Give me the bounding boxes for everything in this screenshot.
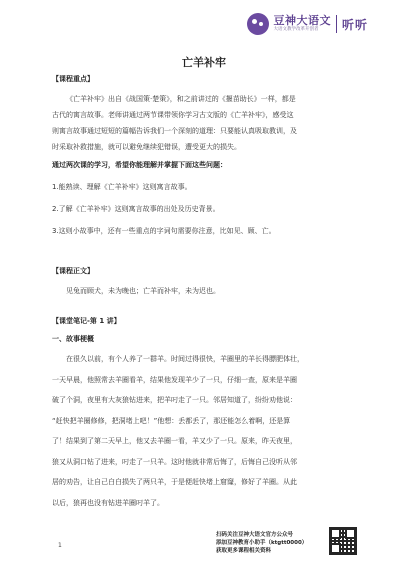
question-item: 2.了解《亡羊补牢》这则寓言故事的出处及历史背景。 bbox=[52, 205, 220, 213]
story-line: 以后，狼再也没有钻进羊圈叼羊了。 bbox=[52, 498, 164, 507]
brand-name: 豆神大语文 bbox=[273, 14, 331, 28]
page-number: 1 bbox=[58, 542, 62, 549]
story-line: 一天早晨，他照常去羊圈看羊，结果他发现羊少了一只，仔细一查，原来是羊圈 bbox=[52, 375, 297, 384]
focus-section bbox=[52, 76, 353, 83]
footer-line-3: 获取更多课程相关资料 bbox=[216, 548, 272, 554]
footer-line-2: 添加豆神教育小助手（ktgtt0000） bbox=[216, 540, 308, 546]
question-item: 3.这则小故事中，还有一些重点的字词句需要你注意，比如见、顾、亡。 bbox=[52, 227, 276, 235]
focus-heading: 【课程重点】 bbox=[52, 75, 94, 83]
story-heading: 一、故事梗概 bbox=[52, 335, 94, 343]
notes-heading: 【课堂笔记-第 1 讲】 bbox=[52, 317, 121, 325]
question-item: 1.能熟读、理解《亡羊补牢》这则寓言故事。 bbox=[52, 183, 192, 191]
question-list bbox=[52, 157, 353, 239]
story-line: 在很久以前，有个人养了一群羊。时间过得很快，羊圈里的羊长得膘肥体壮， bbox=[66, 355, 304, 363]
brand-header bbox=[247, 11, 368, 37]
notes-section bbox=[52, 318, 353, 343]
story-line: 破了个洞，夜里有大灰狼钻进来，把羊叼走了一只。邻居知道了，纷纷劝他说： bbox=[52, 396, 297, 404]
story-line: 狼又从洞口钻了进来，叼走了一只羊。这时他就非常后悔了，后悔自己没听从邻 bbox=[52, 457, 297, 466]
text-section bbox=[52, 268, 353, 299]
story-line: “赶快把羊圈修修，把洞堵上吧！”他想：丢都丢了，那还能怎么着啊，还是算 bbox=[52, 416, 291, 425]
story-line: 居的劝告，让自己白白损失了两只羊，于是便赶快堵上窟窿，修好了羊圈。从此 bbox=[52, 478, 297, 486]
brand-logo-icon bbox=[247, 13, 269, 35]
page-title: 亡羊补牢 bbox=[182, 56, 226, 69]
text-body: 见兔而顾犬，未为晚也；亡羊而补牢，未为迟也。 bbox=[66, 287, 220, 295]
focus-paragraph bbox=[52, 91, 353, 155]
brand-divider bbox=[336, 15, 337, 33]
story-line: 了！结果到了第二天早上，他又去羊圈一看，羊又少了一只。原来，昨天夜里， bbox=[52, 437, 297, 445]
footer-line-1: 扫码关注豆神大语文官方公众号 bbox=[216, 532, 294, 538]
text-heading: 【课程正文】 bbox=[52, 267, 94, 275]
focus-line-1: 《亡羊补牢》出自《战国策·楚策》，和之前讲过的《揠苗助长》一样，都是 bbox=[66, 95, 296, 103]
brand-app-name: 听听 bbox=[341, 17, 368, 32]
question-intro: 通过两次课的学习，希望你能理解并掌握下面这些问题： bbox=[52, 161, 227, 169]
brand-text bbox=[273, 15, 331, 33]
footer-promo bbox=[216, 531, 326, 555]
story-paragraph bbox=[52, 349, 353, 513]
focus-line-3: 则寓言故事通过短短的篇幅告诉我们一个深刻的道理：只要能认真吸取教训，及 bbox=[52, 127, 297, 135]
focus-line-2: 古代的寓言故事。老师讲通过两节课带领你学习古文版的《亡羊补牢》，感受这 bbox=[52, 111, 294, 119]
focus-line-4: 时采取补救措施，就可以避免继续犯错误，遭受更大的损失。 bbox=[52, 143, 241, 151]
brand-subtitle: 大语文教学改革开创者 bbox=[273, 27, 319, 33]
qr-code-icon bbox=[329, 527, 357, 555]
